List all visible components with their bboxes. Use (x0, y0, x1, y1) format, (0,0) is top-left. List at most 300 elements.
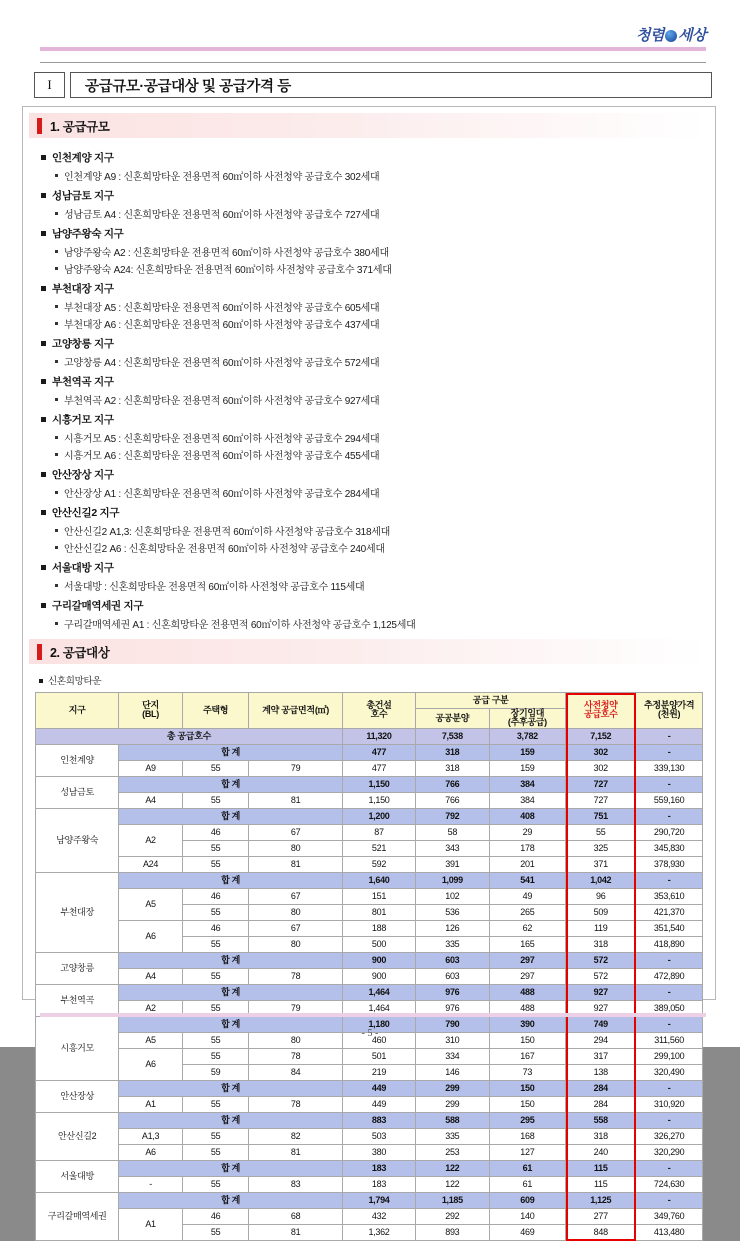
table-row (36, 1128, 703, 1144)
cell-block: A24 (119, 856, 182, 872)
table-row (36, 968, 703, 984)
cell-est-price: 320,290 (636, 1144, 703, 1160)
cell-total-built: 900 (342, 968, 415, 984)
supply-group (41, 598, 715, 631)
district-name: 고양창릉 (36, 952, 119, 984)
cell-house-type: 55 (182, 1144, 249, 1160)
subtotal-label: 합 계 (119, 1112, 342, 1128)
dot-bullet-icon (55, 584, 58, 587)
cell-total-built: 460 (342, 1032, 415, 1048)
cell-long-term-rent: 167 (489, 1048, 566, 1064)
subtotal-public-sale: 603 (416, 952, 489, 968)
cell-house-type: 55 (182, 760, 249, 776)
subtotal-pre-sub: 751 (566, 808, 636, 824)
table-body (36, 728, 703, 1240)
cell-public-sale: 335 (416, 1128, 489, 1144)
chapter-number: I (34, 72, 65, 98)
supply-group-label: 고양창릉 지구 (52, 338, 114, 350)
cell-long-term-rent: 265 (489, 904, 566, 920)
cell-house-type: 46 (182, 1208, 249, 1224)
cell-house-type: 46 (182, 824, 249, 840)
district-name: 성남금토 (36, 776, 119, 808)
supply-group-name (41, 505, 715, 520)
supply-list-item-text: 부천대장 A5 : 신혼희망타운 전용면적 60㎡이하 사전청약 공급호수 605세대 (64, 303, 380, 314)
supply-group (41, 226, 715, 276)
subtotal-label: 합 계 (119, 776, 342, 792)
subtotal-total-built: 449 (342, 1080, 415, 1096)
cell-pre-sub: 371 (566, 856, 636, 872)
subtotal-label: 합 계 (119, 744, 342, 760)
subtotal-est-price: - (636, 808, 703, 824)
supply-group-label: 안산장상 지구 (52, 469, 114, 481)
cell-est-price: 299,100 (636, 1048, 703, 1064)
cell-block: A1,3 (119, 1128, 182, 1144)
supply-group-label: 안산신길2 지구 (52, 507, 120, 519)
dot-bullet-icon (55, 360, 58, 363)
subtotal-long-term-rent: 609 (489, 1192, 566, 1208)
cell-est-price: 345,830 (636, 840, 703, 856)
subtotal-est-price: - (636, 1016, 703, 1032)
cell-est-price: 421,370 (636, 904, 703, 920)
cell-house-type: 59 (182, 1064, 249, 1080)
col-district: 지구 (36, 693, 119, 729)
cell-contract-area: 79 (249, 1000, 342, 1016)
supply-list-item (55, 354, 715, 369)
supply-group-label: 부천역곡 지구 (52, 376, 114, 388)
dot-bullet-icon (55, 546, 58, 549)
supply-group (41, 560, 715, 593)
cell-house-type: 55 (182, 1000, 249, 1016)
cell-contract-area: 67 (249, 824, 342, 840)
table-header (36, 693, 703, 729)
supply-list-item-text: 부천대장 A6 : 신혼희망타운 전용면적 60㎡이하 사전청약 공급호수 437세대 (64, 320, 380, 331)
square-bullet-icon (41, 341, 46, 346)
square-bullet-icon (41, 565, 46, 570)
cell-total-built: 188 (342, 920, 415, 936)
supply-list-item-text: 구리갈매역세권 A1 : 신혼희망타운 전용면적 60㎡이하 사전청약 공급호수 1,125세대 (64, 620, 416, 631)
subtotal-label: 합 계 (119, 872, 342, 888)
subtotal-total-built: 1,640 (342, 872, 415, 888)
subtotal-pre-sub: 1,042 (566, 872, 636, 888)
supply-list-item-text: 안산신길2 A1,3: 신혼희망타운 전용면적 60㎡이하 사전청약 공급호수 318세대 (64, 527, 391, 538)
cell-long-term-rent: 165 (489, 936, 566, 952)
cell-block: A2 (119, 1000, 182, 1016)
district-name: 구리갈매역세권 (36, 1192, 119, 1240)
district-subtotal-row (36, 1192, 703, 1208)
supply-group (41, 188, 715, 221)
supply-group (41, 467, 715, 500)
cell-house-type: 55 (182, 1176, 249, 1192)
supply-list-item (55, 206, 715, 221)
table-caption-text: 신혼희망타운 (48, 676, 102, 687)
cell-contract-area: 79 (249, 760, 342, 776)
cell-long-term-rent: 384 (489, 792, 566, 808)
cell-total-built: 183 (342, 1176, 415, 1192)
district-name: 서울대방 (36, 1160, 119, 1192)
supply-list-item-text: 인천계양 A9 : 신혼희망타운 전용면적 60㎡이하 사전청약 공급호수 302세대 (64, 172, 380, 183)
supply-group-label: 남양주왕숙 지구 (52, 228, 124, 240)
cell-public-sale: 58 (416, 824, 489, 840)
section-1-title: 1. 공급규모 (50, 119, 110, 134)
supply-group (41, 336, 715, 369)
col-pre-subscription: 사전청약 공급호수 (566, 693, 636, 729)
subtotal-pre-sub: 1,125 (566, 1192, 636, 1208)
cell-pre-sub: 96 (566, 888, 636, 904)
district-name: 부천역곡 (36, 984, 119, 1016)
cell-est-price: 389,050 (636, 1000, 703, 1016)
supply-group-label: 시흥거모 지구 (52, 414, 114, 426)
subtotal-long-term-rent: 488 (489, 984, 566, 1000)
square-bullet-icon (41, 417, 46, 422)
table-row (36, 856, 703, 872)
supply-group-name (41, 188, 715, 203)
subtotal-total-built: 1,180 (342, 1016, 415, 1032)
cell-contract-area: 81 (249, 856, 342, 872)
logo-text (636, 26, 706, 44)
cell-total-built: 1,464 (342, 1000, 415, 1016)
cell-public-sale: 603 (416, 968, 489, 984)
cell-long-term-rent: 73 (489, 1064, 566, 1080)
chapter-heading (34, 72, 712, 98)
supply-list-item (55, 261, 715, 276)
cell-total-built: 219 (342, 1064, 415, 1080)
subtotal-label: 합 계 (119, 984, 342, 1000)
cell-total-built: 1,150 (342, 792, 415, 808)
cell-est-price: 351,540 (636, 920, 703, 936)
dot-bullet-icon (55, 322, 58, 325)
subtotal-est-price: - (636, 1112, 703, 1128)
content-container (22, 106, 716, 1237)
col-contract-area: 계약 공급면적(㎡) (249, 693, 342, 729)
supply-scale-list (23, 138, 715, 631)
cell-public-sale: 292 (416, 1208, 489, 1224)
supply-group-label: 서울대방 지구 (52, 562, 114, 574)
subtotal-long-term-rent: 541 (489, 872, 566, 888)
table-row (36, 1096, 703, 1112)
subtotal-pre-sub: 927 (566, 984, 636, 1000)
supply-group-label: 구리갈매역세권 지구 (52, 600, 144, 612)
cell-pre-sub: 115 (566, 1176, 636, 1192)
cell-long-term-rent: 168 (489, 1128, 566, 1144)
supply-list-item (55, 244, 715, 259)
square-bullet-icon (41, 231, 46, 236)
cell-long-term-rent: 140 (489, 1208, 566, 1224)
cell-block: A4 (119, 968, 182, 984)
grand-total-long-term-rent: 3,782 (489, 728, 566, 744)
cell-block: A1 (119, 1096, 182, 1112)
cell-public-sale: 893 (416, 1224, 489, 1240)
cell-est-price: 326,270 (636, 1128, 703, 1144)
grand-total-est-price: - (636, 728, 703, 744)
cell-pre-sub: 848 (566, 1224, 636, 1240)
square-bullet-icon (41, 286, 46, 291)
cell-long-term-rent: 201 (489, 856, 566, 872)
cell-public-sale: 536 (416, 904, 489, 920)
cell-est-price: 378,930 (636, 856, 703, 872)
section-accent-bar (37, 118, 42, 134)
supply-group-name (41, 560, 715, 575)
cell-block: A9 (119, 760, 182, 776)
logo-text-right: 세상 (678, 26, 706, 44)
supply-group-name (41, 374, 715, 389)
col-public-sale: 공공분양 (416, 709, 489, 729)
supply-group-name (41, 281, 715, 296)
dot-bullet-icon (55, 622, 58, 625)
subtotal-est-price: - (636, 776, 703, 792)
cell-pre-sub: 318 (566, 1128, 636, 1144)
cell-est-price: 320,490 (636, 1064, 703, 1080)
cell-long-term-rent: 49 (489, 888, 566, 904)
cell-est-price: 311,560 (636, 1032, 703, 1048)
supply-group-name (41, 412, 715, 427)
supply-group-name (41, 150, 715, 165)
subtotal-long-term-rent: 295 (489, 1112, 566, 1128)
cell-long-term-rent: 62 (489, 920, 566, 936)
subtotal-label: 합 계 (119, 1160, 342, 1176)
cell-pre-sub: 277 (566, 1208, 636, 1224)
cell-pre-sub: 318 (566, 936, 636, 952)
cell-pre-sub: 119 (566, 920, 636, 936)
cell-est-price: 353,610 (636, 888, 703, 904)
cell-pre-sub: 927 (566, 1000, 636, 1016)
cell-public-sale: 391 (416, 856, 489, 872)
cell-long-term-rent: 150 (489, 1032, 566, 1048)
cell-public-sale: 126 (416, 920, 489, 936)
cell-contract-area: 80 (249, 904, 342, 920)
cell-pre-sub: 55 (566, 824, 636, 840)
subtotal-est-price: - (636, 1080, 703, 1096)
cell-house-type: 55 (182, 968, 249, 984)
supply-target-table (35, 692, 703, 1241)
subtotal-label: 합 계 (119, 952, 342, 968)
grand-total-pre-sub: 7,152 (566, 728, 636, 744)
cell-total-built: 151 (342, 888, 415, 904)
dot-bullet-icon (55, 250, 58, 253)
subtotal-public-sale: 976 (416, 984, 489, 1000)
cell-pre-sub: 325 (566, 840, 636, 856)
organization-logo (576, 22, 706, 48)
footer-rule (40, 1013, 706, 1017)
cell-public-sale: 310 (416, 1032, 489, 1048)
cell-block: - (119, 1176, 182, 1192)
cell-total-built: 380 (342, 1144, 415, 1160)
cell-est-price: 724,630 (636, 1176, 703, 1192)
cell-house-type: 55 (182, 1096, 249, 1112)
cell-total-built: 432 (342, 1208, 415, 1224)
logo-text-left: 청렴 (636, 26, 665, 44)
subtotal-est-price: - (636, 952, 703, 968)
subtotal-public-sale: 588 (416, 1112, 489, 1128)
supply-list-item (55, 540, 715, 555)
supply-list-item-text: 남양주왕숙 A24: 신혼희망타운 전용면적 60㎡이하 사전청약 공급호수 371세대 (64, 265, 392, 276)
cell-long-term-rent: 29 (489, 824, 566, 840)
subtotal-pre-sub: 558 (566, 1112, 636, 1128)
supply-list-item-text: 성남금토 A4 : 신혼희망타운 전용면적 60㎡이하 사전청약 공급호수 727세대 (64, 210, 380, 221)
cell-total-built: 521 (342, 840, 415, 856)
cell-public-sale: 122 (416, 1176, 489, 1192)
cell-est-price: 472,890 (636, 968, 703, 984)
subtotal-public-sale: 790 (416, 1016, 489, 1032)
district-subtotal-row (36, 808, 703, 824)
supply-list-item-text: 서울대방 : 신혼희망타운 전용면적 60㎡이하 사전청약 공급호수 115세대 (64, 582, 365, 593)
cell-total-built: 87 (342, 824, 415, 840)
square-bullet-icon (41, 379, 46, 384)
table-row (36, 1048, 703, 1064)
cell-pre-sub: 572 (566, 968, 636, 984)
subtotal-total-built: 1,464 (342, 984, 415, 1000)
square-bullet-icon (41, 155, 46, 160)
supply-list-item-text: 고양창릉 A4 : 신혼희망타운 전용면적 60㎡이하 사전청약 공급호수 572세대 (64, 358, 380, 369)
cell-est-price: 413,480 (636, 1224, 703, 1240)
subtotal-total-built: 900 (342, 952, 415, 968)
subtotal-label: 합 계 (119, 808, 342, 824)
subtotal-pre-sub: 302 (566, 744, 636, 760)
cell-long-term-rent: 469 (489, 1224, 566, 1240)
cell-total-built: 449 (342, 1096, 415, 1112)
cell-contract-area: 81 (249, 1224, 342, 1240)
col-supply-group: 공급 구분 (416, 693, 566, 709)
table-row (36, 1208, 703, 1224)
subtotal-total-built: 183 (342, 1160, 415, 1176)
grand-total-public-sale: 7,538 (416, 728, 489, 744)
cell-contract-area: 80 (249, 936, 342, 952)
square-bullet-icon (41, 510, 46, 515)
square-bullet-icon (41, 193, 46, 198)
cell-public-sale: 766 (416, 792, 489, 808)
cell-est-price: 349,760 (636, 1208, 703, 1224)
cell-contract-area: 82 (249, 1128, 342, 1144)
supply-list-item (55, 316, 715, 331)
table-row (36, 792, 703, 808)
supply-list-item (55, 616, 715, 631)
subtotal-est-price: - (636, 872, 703, 888)
cell-pre-sub: 284 (566, 1096, 636, 1112)
supply-list-item (55, 299, 715, 314)
dot-bullet-icon (55, 174, 58, 177)
cell-total-built: 477 (342, 760, 415, 776)
cell-block: A6 (119, 1144, 182, 1160)
district-name: 시흥거모 (36, 1016, 119, 1080)
cell-total-built: 592 (342, 856, 415, 872)
cell-public-sale: 299 (416, 1096, 489, 1112)
col-block: 단지 (BL) (119, 693, 182, 729)
cell-contract-area: 78 (249, 1096, 342, 1112)
cell-block: A5 (119, 888, 182, 920)
page-title: 공급규모·공급대상 및 공급가격 등 (70, 72, 712, 98)
supply-group-label: 부천대장 지구 (52, 283, 114, 295)
cell-block: A1 (119, 1208, 182, 1240)
subtotal-public-sale: 318 (416, 744, 489, 760)
cell-long-term-rent: 159 (489, 760, 566, 776)
subtotal-long-term-rent: 408 (489, 808, 566, 824)
supply-group-name (41, 226, 715, 241)
supply-group (41, 505, 715, 555)
district-name: 안산장상 (36, 1080, 119, 1112)
cell-public-sale: 976 (416, 1000, 489, 1016)
supply-list-item (55, 447, 715, 462)
subtotal-long-term-rent: 384 (489, 776, 566, 792)
table-caption (39, 673, 715, 687)
dot-bullet-icon (55, 436, 58, 439)
cell-block: A2 (119, 824, 182, 856)
dot-bullet-icon (55, 398, 58, 401)
supply-list-item (55, 578, 715, 593)
cell-house-type: 55 (182, 1048, 249, 1064)
section-header-supply-target (29, 639, 709, 664)
cell-pre-sub: 138 (566, 1064, 636, 1080)
cell-total-built: 801 (342, 904, 415, 920)
supply-group (41, 412, 715, 462)
cell-total-built: 1,362 (342, 1224, 415, 1240)
subtotal-pre-sub: 284 (566, 1080, 636, 1096)
supply-list-item-text: 안산장상 A1 : 신혼희망타운 전용면적 60㎡이하 사전청약 공급호수 284세대 (64, 489, 380, 500)
cell-contract-area: 81 (249, 792, 342, 808)
cell-block: A6 (119, 920, 182, 952)
cell-house-type: 55 (182, 936, 249, 952)
subtotal-public-sale: 792 (416, 808, 489, 824)
cell-long-term-rent: 178 (489, 840, 566, 856)
cell-house-type: 46 (182, 920, 249, 936)
subtotal-pre-sub: 727 (566, 776, 636, 792)
supply-list-item (55, 392, 715, 407)
subtotal-est-price: - (636, 1192, 703, 1208)
subtotal-total-built: 1,200 (342, 808, 415, 824)
cell-est-price: 290,720 (636, 824, 703, 840)
district-subtotal-row (36, 984, 703, 1000)
subtotal-long-term-rent: 390 (489, 1016, 566, 1032)
cell-house-type: 55 (182, 904, 249, 920)
subtotal-total-built: 1,794 (342, 1192, 415, 1208)
cell-house-type: 55 (182, 792, 249, 808)
cell-est-price: 418,890 (636, 936, 703, 952)
subtotal-pre-sub: 749 (566, 1016, 636, 1032)
supply-group-label: 인천계양 지구 (52, 152, 114, 164)
cell-long-term-rent: 150 (489, 1096, 566, 1112)
subtotal-public-sale: 122 (416, 1160, 489, 1176)
cell-house-type: 55 (182, 840, 249, 856)
district-name: 남양주왕숙 (36, 808, 119, 872)
district-name: 안산신길2 (36, 1112, 119, 1160)
subtotal-total-built: 477 (342, 744, 415, 760)
col-estimated-price: 추정분양가격 (천원) (636, 693, 703, 729)
subtotal-label: 합 계 (119, 1080, 342, 1096)
dot-bullet-icon (55, 212, 58, 215)
cell-est-price: 559,160 (636, 792, 703, 808)
supply-group (41, 374, 715, 407)
cell-house-type: 55 (182, 1032, 249, 1048)
cell-block: A4 (119, 792, 182, 808)
supply-group (41, 281, 715, 331)
subtotal-long-term-rent: 159 (489, 744, 566, 760)
subtotal-label: 합 계 (119, 1192, 342, 1208)
subtotal-public-sale: 299 (416, 1080, 489, 1096)
subtotal-est-price: - (636, 1160, 703, 1176)
section-accent-bar (37, 644, 42, 660)
cell-pre-sub: 240 (566, 1144, 636, 1160)
supply-list-item-text: 남양주왕숙 A2 : 신혼희망타운 전용면적 60㎡이하 사전청약 공급호수 380세대 (64, 248, 389, 259)
subtotal-public-sale: 1,185 (416, 1192, 489, 1208)
grand-total-row (36, 728, 703, 744)
cell-block: A6 (119, 1048, 182, 1080)
district-subtotal-row (36, 1080, 703, 1096)
supply-group-name (41, 467, 715, 482)
subtotal-total-built: 1,150 (342, 776, 415, 792)
cell-public-sale: 343 (416, 840, 489, 856)
cell-long-term-rent: 297 (489, 968, 566, 984)
cell-pre-sub: 317 (566, 1048, 636, 1064)
cell-est-price: 310,920 (636, 1096, 703, 1112)
cell-contract-area: 81 (249, 1144, 342, 1160)
